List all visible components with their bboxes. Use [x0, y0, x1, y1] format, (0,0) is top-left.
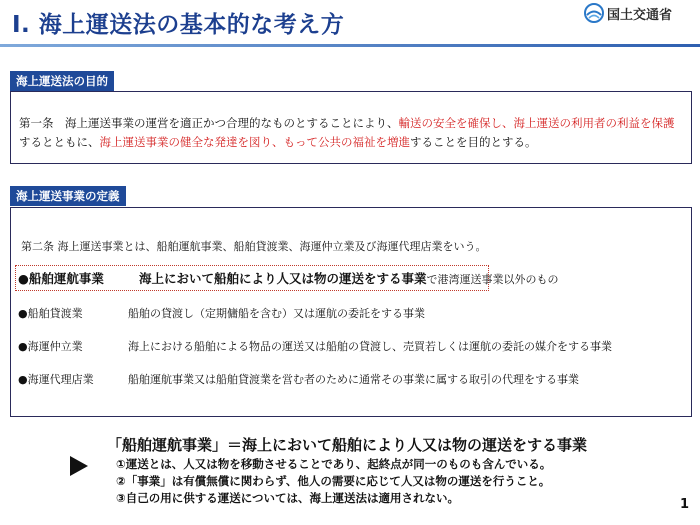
item-term: ●海運仲立業	[18, 340, 83, 353]
definition-item-shipping-agency	[18, 371, 579, 387]
purpose-segment-highlight: 海上運送の利用者の利益を保護	[513, 116, 675, 130]
definition-item-shipping-broker	[18, 338, 612, 354]
title-underline	[0, 44, 700, 47]
definition-box	[10, 207, 692, 417]
purpose-segment-highlight: 輸送の安全を確保し、	[398, 116, 514, 130]
item-desc: 海上における船舶による物品の運送又は船舶の貸渡し、売買若しくは運航の委託の媒介をする事業	[128, 340, 612, 353]
item-term: ●船舶貸渡業	[18, 307, 83, 320]
ministry-logo	[584, 3, 672, 23]
arrow-right-icon	[70, 456, 88, 476]
purpose-segment: するとともに、	[19, 135, 100, 149]
purpose-segment: 第一条 海上運送事業の運営を適正かつ合理的なものとすることにより、	[19, 116, 399, 130]
page-number: 1	[680, 497, 690, 512]
item-desc: 船舶の貸渡し（定期傭船を含む）又は運航の委託をする事業	[128, 307, 425, 320]
summary-item: ③自己の用に供する運送については、海上運送法は適用されない。	[116, 491, 460, 505]
definition-item-ship-chartering	[18, 305, 425, 321]
purpose-segment-highlight: もって公共の福祉を増進	[283, 135, 410, 149]
item-term: ●船舶運航事業	[18, 271, 104, 286]
summary-item: ①運送とは、人又は物を移動させることであり、起終点が同一のものも含んでいる。	[116, 457, 552, 471]
mlit-logo-icon	[584, 3, 604, 23]
purpose-segment-highlight: 海上運送事業の健全な発達を図り、	[99, 135, 284, 149]
title-bar	[0, 0, 700, 46]
item-suffix: で港湾運送事業以外のもの	[426, 273, 559, 286]
purpose-section-label: 海上運送法の目的	[10, 71, 114, 91]
purpose-article	[19, 114, 685, 152]
purpose-box	[10, 91, 692, 164]
item-term: ●海運代理店業	[18, 373, 94, 386]
purpose-segment: することを目的とする。	[410, 135, 537, 149]
summary-title: 「船舶運航事業」＝海上において船舶により人又は物の運送をする事業	[107, 436, 588, 454]
definition-item-vessel-operation	[18, 269, 559, 287]
page-title: Ⅰ. 海上運送法の基本的な考え方	[12, 12, 345, 38]
summary-item: ②「事業」は有償無償に関わらず、他人の需要に応じて人又は物の運送を行うこと。	[116, 474, 551, 488]
item-desc: 船舶運航事業又は船舶貸渡業を営む者のために通常その事業に属する取引の代理をする事業	[128, 373, 579, 386]
logo-text: 国土交通省	[607, 7, 673, 23]
definition-article: 第二条 海上運送事業とは、船舶運航事業、船舶貸渡業、海運仲立業及び海運代理店業をいう。	[21, 240, 487, 253]
item-desc: 海上において船舶により人又は物の運送をする事業	[139, 271, 427, 286]
definition-section-label: 海上運送事業の定義	[10, 186, 126, 206]
